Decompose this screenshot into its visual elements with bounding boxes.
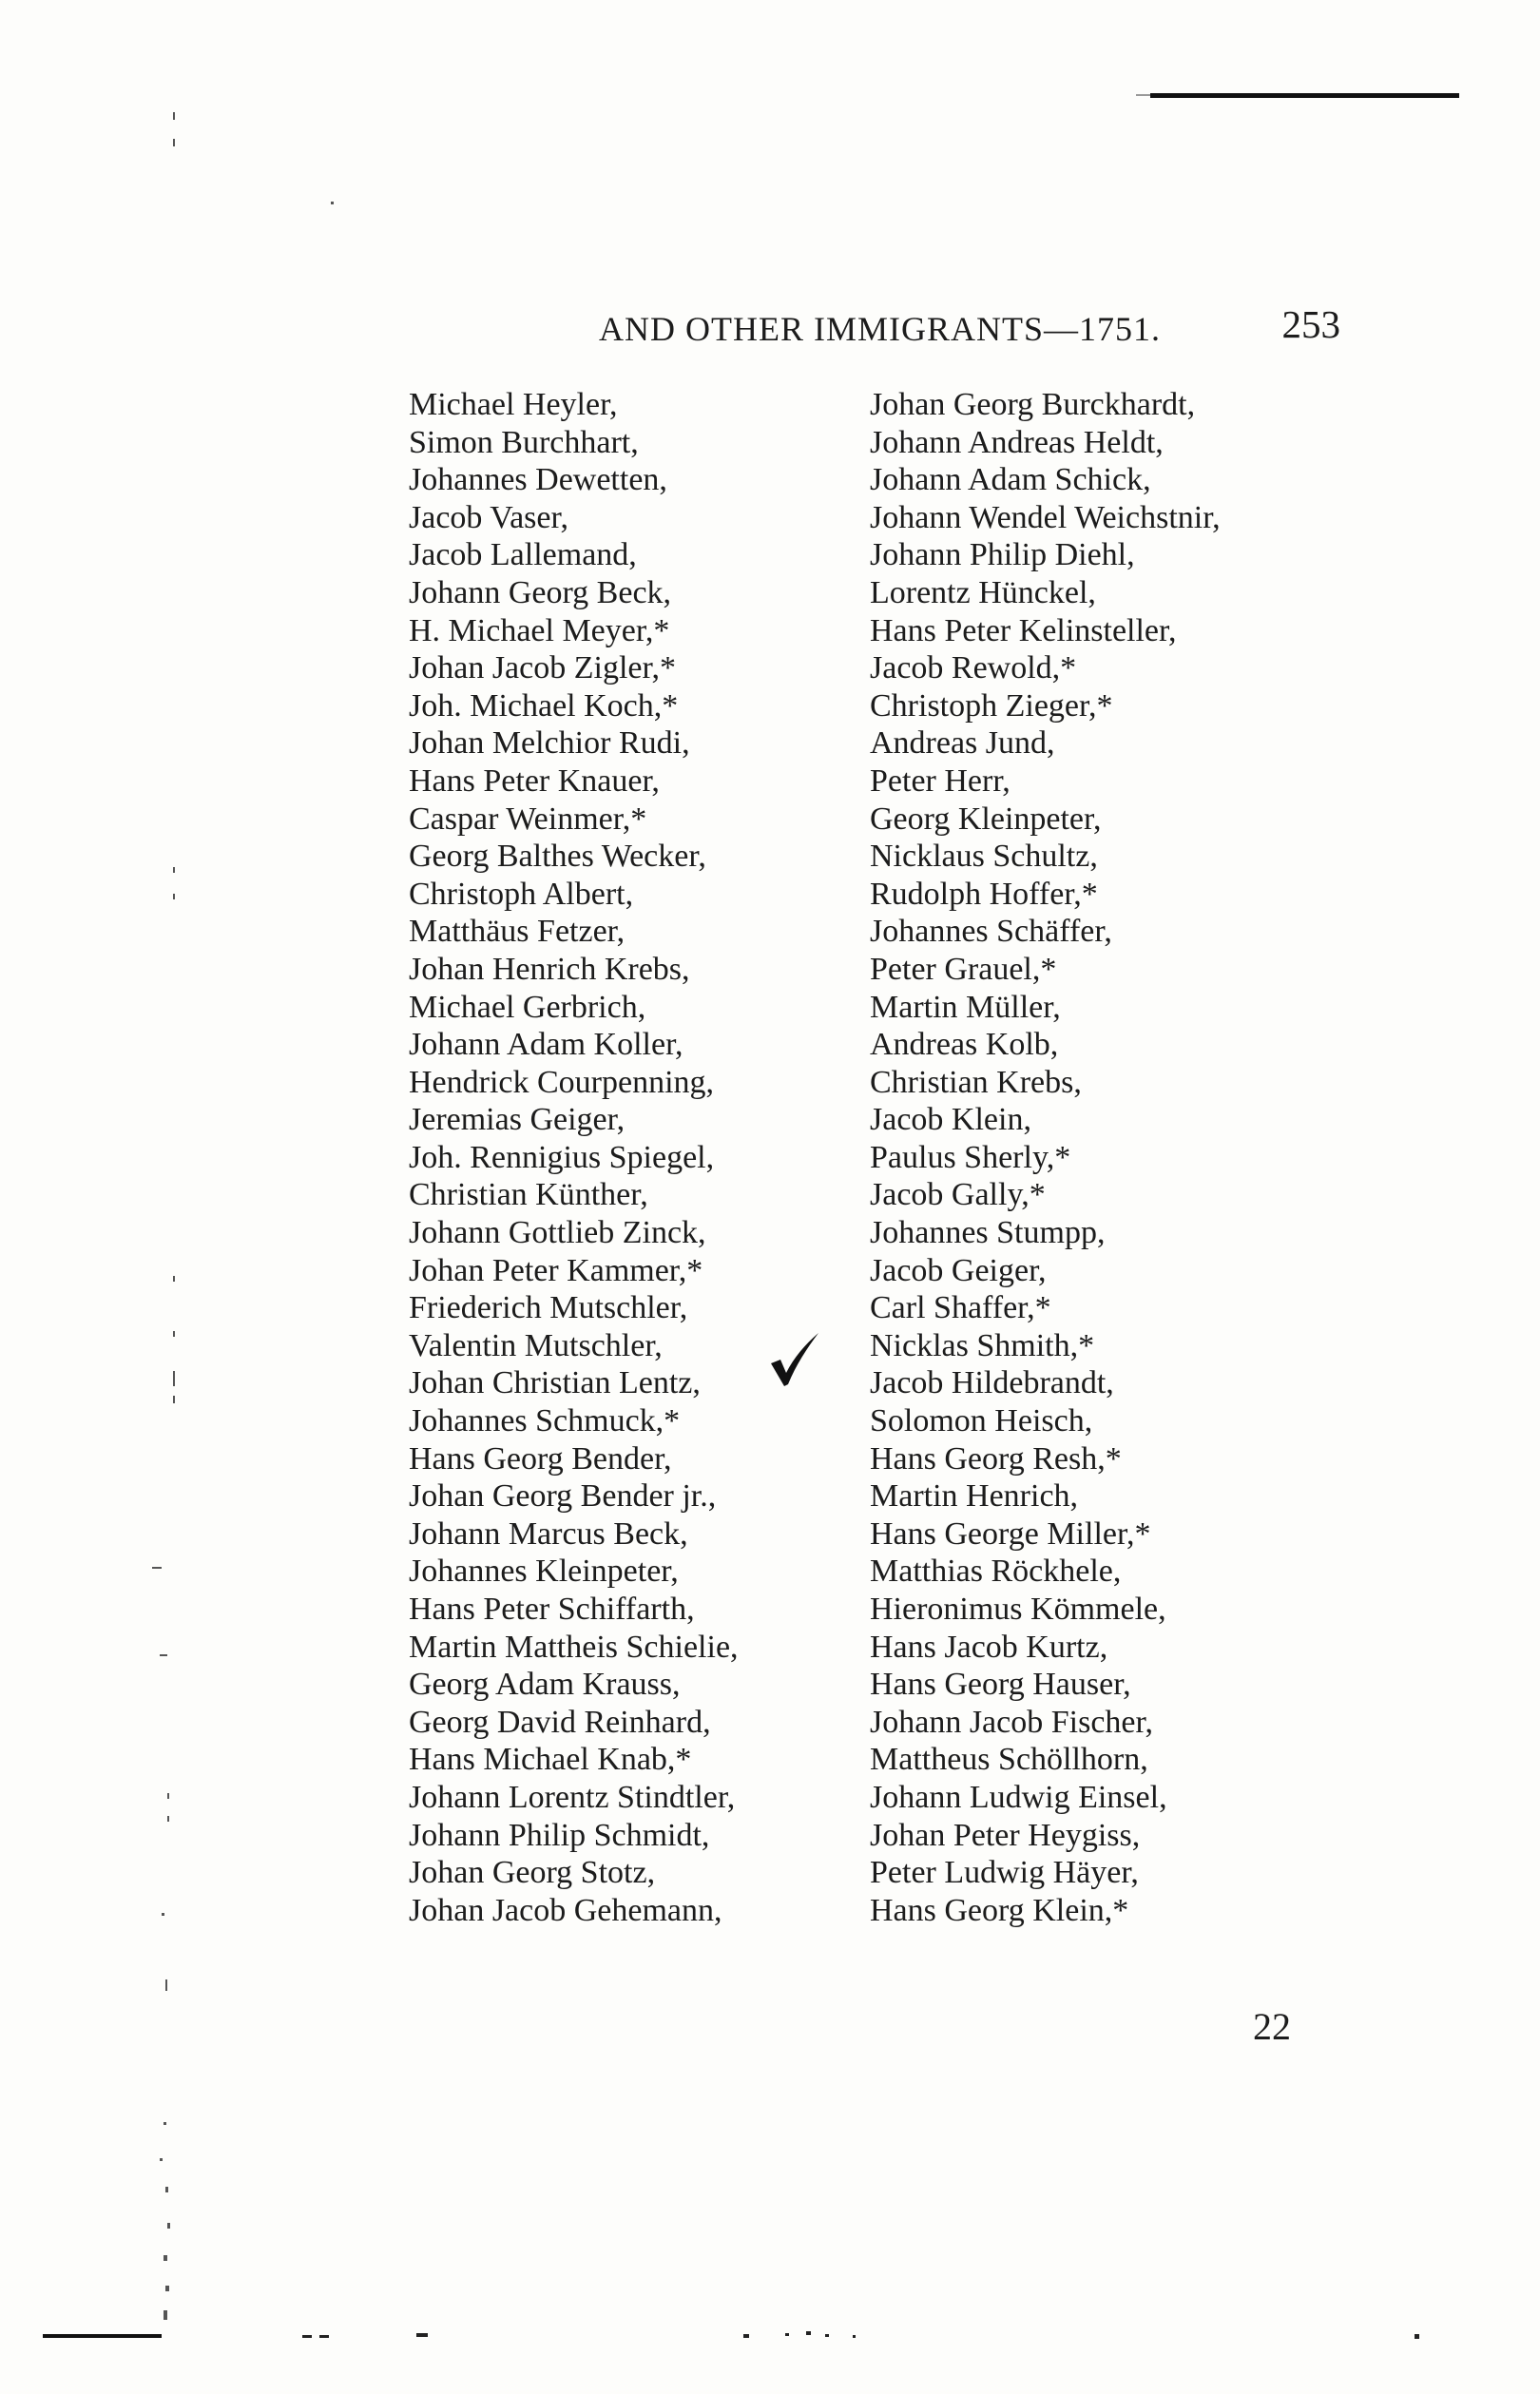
name-entry: Valentin Mutschler, <box>409 1327 663 1363</box>
name-entry: Friederich Mutschler, <box>409 1290 688 1326</box>
name-entry: Matthias Röckhele, <box>870 1554 1122 1590</box>
name-entry: Andreas Jund, <box>870 725 1055 762</box>
name-entry: Jacob Gally,* <box>870 1177 1046 1213</box>
name-entry: Hans George Miller,* <box>870 1516 1151 1552</box>
name-entry: Jacob Lallemand, <box>409 537 637 573</box>
name-entry: Johan Jacob Zigler,* <box>409 650 676 686</box>
name-entry: Jacob Geiger, <box>870 1252 1047 1288</box>
name-entry: Simon Burchhart, <box>409 424 639 460</box>
name-entry: Christian Krebs, <box>870 1064 1082 1100</box>
name-entry: Peter Herr, <box>870 763 1011 799</box>
name-entry: Andreas Kolb, <box>870 1027 1059 1063</box>
name-entry: Joh. Rennigius Spiegel, <box>409 1139 715 1175</box>
name-entry: Johann Marcus Beck, <box>409 1516 688 1552</box>
name-entry: Johan Peter Heygiss, <box>870 1817 1141 1853</box>
name-entry: Christoph Albert, <box>409 876 634 912</box>
name-entry: Johann Philip Schmidt, <box>409 1817 710 1853</box>
name-entry: Georg Adam Krauss, <box>409 1667 681 1703</box>
name-entry: Jacob Hildebrandt, <box>870 1365 1114 1401</box>
signature-mark: 22 <box>1253 2005 1291 2048</box>
running-head: AND OTHER IMMIGRANTS—1751. <box>599 310 1161 348</box>
name-entry: Jacob Vaser, <box>409 499 568 535</box>
name-entry: Jacob Klein, <box>870 1102 1031 1138</box>
name-entry: H. Michael Meyer,* <box>409 612 670 648</box>
name-entry: Nicklas Shmith,* <box>870 1327 1095 1363</box>
name-entry: Johann Andreas Heldt, <box>870 424 1164 460</box>
name-entry: Johannes Schäffer, <box>870 914 1112 950</box>
name-entry: Johannes Kleinpeter, <box>409 1554 679 1590</box>
name-entry: Johan Henrich Krebs, <box>409 951 690 987</box>
name-entry: Hans Georg Hauser, <box>870 1667 1131 1703</box>
name-entry: Johannes Schmuck,* <box>409 1403 681 1439</box>
name-entry: Hans Georg Bender, <box>409 1440 672 1477</box>
name-entry: Georg David Reinhard, <box>409 1704 711 1740</box>
top-rule <box>1150 93 1459 98</box>
name-entry: Martin Mattheis Schielie, <box>409 1629 739 1665</box>
name-entry: Hans Jacob Kurtz, <box>870 1629 1108 1665</box>
name-entry: Matthäus Fetzer, <box>409 914 626 950</box>
name-entry: Johan Jacob Gehemann, <box>409 1892 722 1928</box>
name-entry: Peter Grauel,* <box>870 951 1057 987</box>
name-entry: Christian Künther, <box>409 1177 648 1213</box>
name-entry: Johann Gottlieb Zinck, <box>409 1215 706 1251</box>
name-entry: Lorentz Hünckel, <box>870 574 1096 610</box>
name-entry: Hans Michael Knab,* <box>409 1742 692 1778</box>
name-entry: Johan Melchior Rudi, <box>409 725 690 762</box>
name-entry: Johan Peter Kammer,* <box>409 1252 703 1288</box>
name-entry: Hans Peter Kelinsteller, <box>870 612 1177 648</box>
name-entry: Hieronimus Kömmele, <box>870 1592 1166 1627</box>
bottom-left-rule <box>43 2334 162 2338</box>
name-entry: Carl Shaffer,* <box>870 1290 1051 1326</box>
left-name-column <box>409 386 884 1929</box>
name-entry: Johan Georg Stotz, <box>409 1855 656 1891</box>
name-entry: Hendrick Courpenning, <box>409 1064 715 1100</box>
name-entry: Johann Lorentz Stindtler, <box>409 1779 736 1815</box>
name-entry: Johann Adam Koller, <box>409 1027 683 1063</box>
name-entry: Johannes Stumpp, <box>870 1215 1106 1251</box>
name-entry: Hans Peter Schiffarth, <box>409 1592 695 1627</box>
name-entry: Martin Müller, <box>870 989 1061 1025</box>
page-number: 253 <box>1281 302 1340 346</box>
name-entry: Peter Ludwig Häyer, <box>870 1855 1139 1891</box>
name-entry: Georg Balthes Wecker, <box>409 839 706 875</box>
name-entry: Johan Georg Burckhardt, <box>870 387 1196 422</box>
name-entry: Paulus Sherly,* <box>870 1139 1071 1175</box>
name-entry: Christoph Zieger,* <box>870 687 1113 724</box>
name-entry: Nicklaus Schultz, <box>870 839 1098 875</box>
name-entry: Johan Georg Bender jr., <box>409 1478 717 1515</box>
name-entry: Hans Georg Resh,* <box>870 1440 1122 1477</box>
name-entry: Michael Gerbrich, <box>409 989 646 1025</box>
checkmark-icon <box>765 1331 822 1388</box>
name-entry: Georg Kleinpeter, <box>870 801 1102 837</box>
name-entry: Jeremias Geiger, <box>409 1102 626 1138</box>
page-header <box>599 302 1340 357</box>
name-entry: Hans Georg Klein,* <box>870 1892 1129 1928</box>
name-entry: Caspar Weinmer,* <box>409 801 647 837</box>
right-name-column <box>870 386 1326 1929</box>
name-entry: Martin Henrich, <box>870 1478 1079 1515</box>
name-entry: Johannes Dewetten, <box>409 462 667 498</box>
name-entry: Solomon Heisch, <box>870 1403 1093 1439</box>
name-entry: Johann Jacob Fischer, <box>870 1704 1153 1740</box>
name-entry: Michael Heyler, <box>409 387 618 422</box>
name-entry: Johan Christian Lentz, <box>409 1365 701 1401</box>
name-entry: Rudolph Hoffer,* <box>870 876 1098 912</box>
name-entry: Johann Ludwig Einsel, <box>870 1779 1167 1815</box>
name-entry: Jacob Rewold,* <box>870 650 1077 686</box>
name-entry: Johann Philip Diehl, <box>870 537 1135 573</box>
name-entry: Johann Adam Schick, <box>870 462 1151 498</box>
name-entry: Joh. Michael Koch,* <box>409 687 679 724</box>
name-entry: Johann Wendel Weichstnir, <box>870 499 1221 535</box>
name-entry: Mattheus Schöllhorn, <box>870 1742 1148 1778</box>
name-entry: Hans Peter Knauer, <box>409 763 660 799</box>
name-entry: Johann Georg Beck, <box>409 574 672 610</box>
